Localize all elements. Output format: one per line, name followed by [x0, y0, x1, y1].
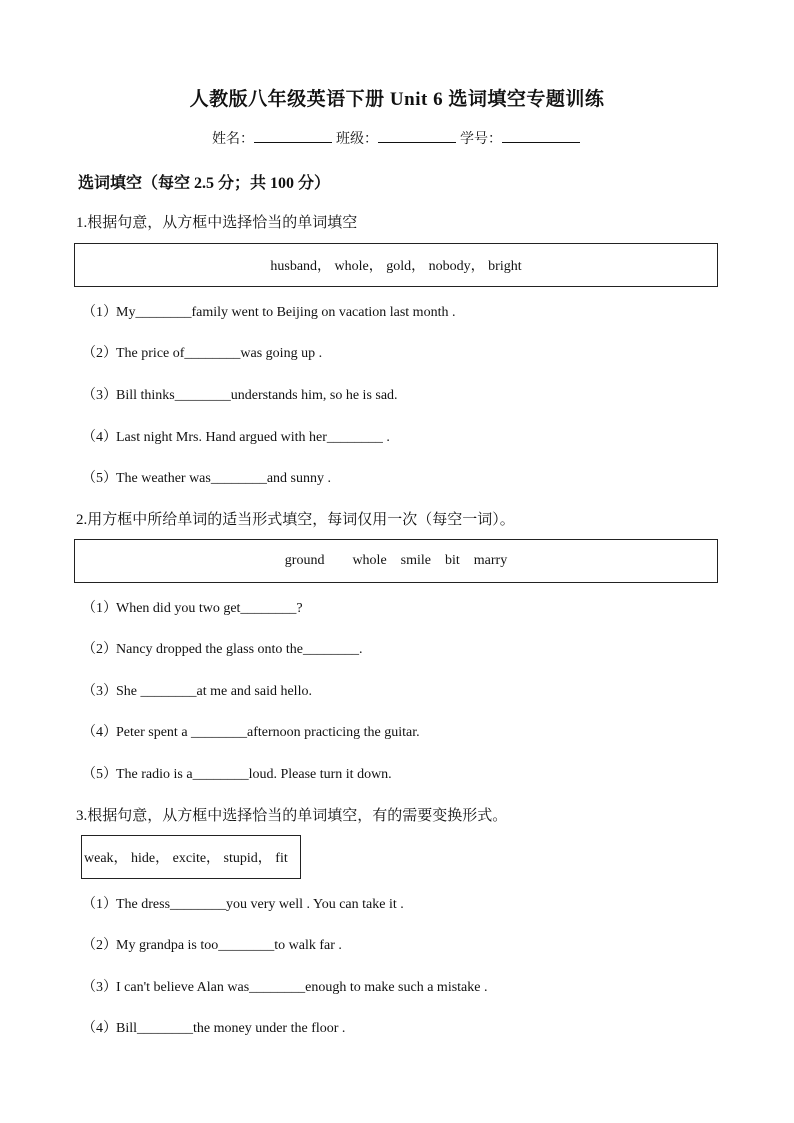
item-number: （3） — [82, 388, 117, 403]
item-text: I can't believe Alan was________enough to make such a mistake . — [116, 980, 488, 995]
item-number: （1） — [82, 601, 117, 616]
item-number: （2） — [82, 642, 117, 657]
q1-title: 1.根据句意，从方框中选择恰当的单词填空 — [76, 215, 358, 231]
item-text: The weather was________and sunny . — [116, 471, 332, 486]
item-number: （5） — [82, 471, 117, 486]
item-text: Last night Mrs. Hand argued with her________ . — [116, 430, 390, 445]
item-number: （2） — [82, 938, 117, 953]
q1-item-3 — [82, 384, 398, 404]
item-number: （1） — [82, 305, 117, 320]
item-number: （3） — [82, 980, 117, 995]
item-text: Bill thinks________understands him, so he is sad. — [116, 388, 398, 403]
item-text: When did you two get________? — [116, 601, 303, 616]
item-number: （3） — [82, 684, 117, 699]
class-label: 班级： — [336, 132, 378, 147]
q3-item-1 — [82, 893, 404, 913]
item-text: Bill________the money under the floor . — [116, 1021, 346, 1036]
item-text: My________family went to Beijing on vacation last month . — [116, 305, 456, 320]
item-text: My grandpa is too________to walk far . — [116, 938, 342, 953]
item-number: （5） — [82, 767, 117, 782]
q1-item-5 — [82, 467, 331, 487]
q3-words: weak， hide， excite， stupid， fit — [84, 851, 288, 866]
student-info — [0, 128, 794, 148]
class-blank[interactable] — [378, 130, 456, 143]
item-text: Peter spent a ________afternoon practicing the guitar. — [116, 725, 420, 740]
q1-word-box — [74, 243, 718, 287]
q2-item-2 — [82, 638, 363, 658]
q2-item-5 — [82, 763, 392, 783]
item-number: （4） — [82, 725, 117, 740]
q2-title: 2.用方框中所给单词的适当形式填空，每词仅用一次（每空一词）。 — [76, 512, 515, 528]
item-text: She ________at me and said hello. — [116, 684, 312, 699]
q1-item-2 — [82, 342, 322, 362]
q2-item-4 — [82, 721, 420, 741]
q3-word-box — [81, 835, 301, 879]
q1-item-4 — [82, 426, 390, 446]
item-text: The radio is a________loud. Please turn it down. — [116, 767, 392, 782]
id-label: 学号： — [460, 132, 502, 147]
q2-word-box — [74, 539, 718, 583]
section-title: 选词填空（每空 2.5 分；共 100 分） — [78, 175, 331, 192]
q3-item-4 — [82, 1017, 345, 1037]
q2-item-1 — [82, 597, 303, 617]
item-number: （4） — [82, 1021, 117, 1036]
q1-item-1 — [82, 301, 455, 321]
id-blank[interactable] — [502, 130, 580, 143]
q3-item-2 — [82, 934, 342, 954]
name-blank[interactable] — [254, 130, 332, 143]
item-number: （2） — [82, 346, 117, 361]
page-title: 人教版八年级英语下册 Unit 6 选词填空专题训练 — [189, 89, 605, 110]
q1-words: husband， whole， gold， nobody， bright — [270, 259, 522, 274]
q3-item-3 — [82, 976, 487, 996]
item-number: （4） — [82, 430, 117, 445]
name-label: 姓名： — [212, 132, 254, 147]
item-text: The price of________was going up . — [116, 346, 323, 361]
q2-words: ground whole smile bit marry — [284, 553, 508, 568]
item-text: The dress________you very well . You can take it . — [116, 897, 404, 912]
q2-item-3 — [82, 680, 312, 700]
q3-title: 3.根据句意，从方框中选择恰当的单词填空，有的需要变换形式。 — [76, 808, 508, 824]
item-number: （1） — [82, 897, 117, 912]
item-text: Nancy dropped the glass onto the________. — [116, 642, 363, 657]
